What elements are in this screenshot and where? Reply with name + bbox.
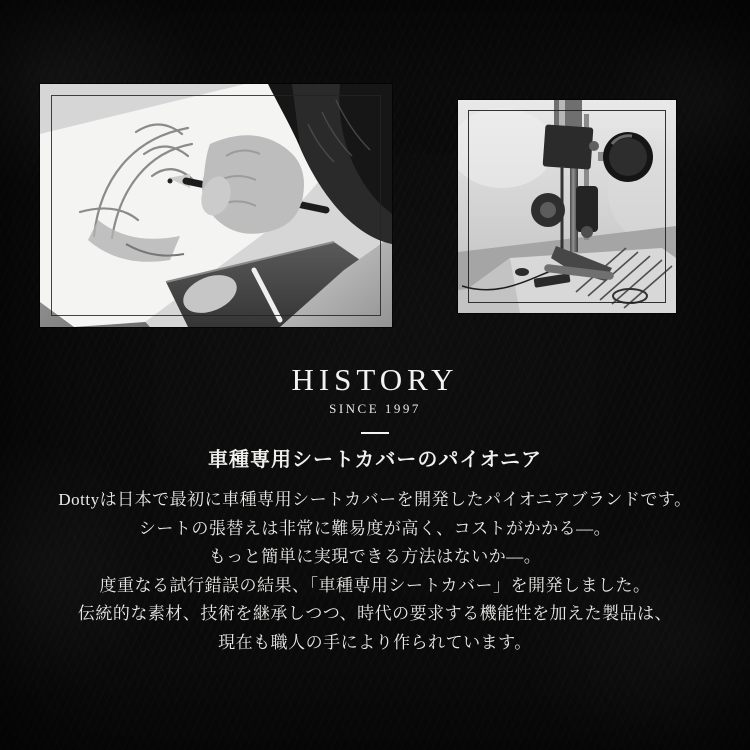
body-line: 現在も職人の手により作られています。	[218, 632, 532, 652]
sewing-machine-photo	[458, 100, 676, 313]
body-line: 伝統的な素材、技術を継承しつつ、時代の要求する機能性を加えた製品は、	[77, 604, 673, 623]
divider-line	[361, 432, 389, 434]
history-subtitle: SINCE 1997	[329, 401, 421, 416]
body-line: シートの張替えは非常に難易度が高く、コストがかかる—。	[138, 518, 612, 538]
history-title: HISTORY	[291, 362, 459, 397]
sketch-photo	[40, 84, 392, 327]
history-body	[0, 486, 750, 657]
sewing-machine-photo-art	[458, 100, 676, 313]
body-line: 度重なる試行錯誤の結果、「車種専用シートカバー」を開発しました。	[99, 575, 651, 595]
body-line: Dottyは日本で最初に車種専用シートカバーを開発したパイオニアブランドです。	[58, 490, 692, 509]
history-heading: 車種専用シートカバーのパイオニア	[208, 449, 542, 471]
sketch-photo-art	[40, 84, 392, 327]
body-line: もっと簡単に実現できる方法はないか—。	[208, 547, 542, 566]
